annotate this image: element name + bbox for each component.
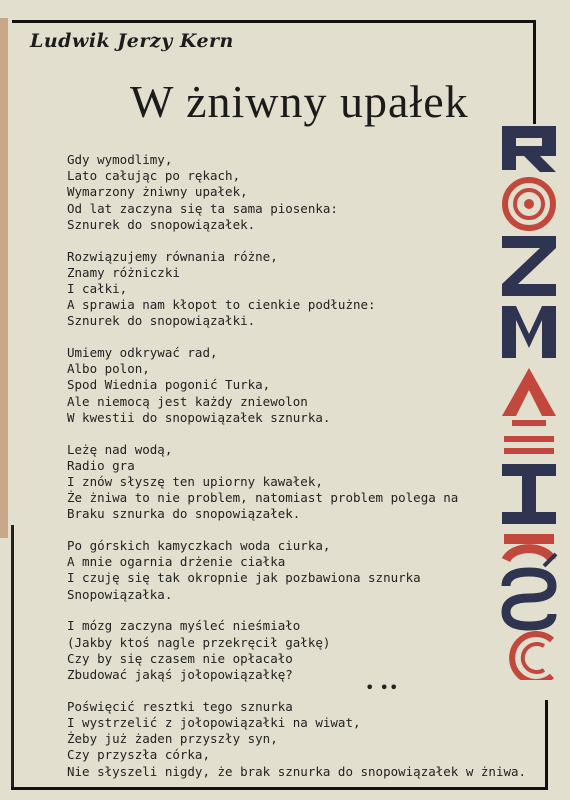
poem-line: I wystrzelić z jołopowiązałki na wiwat,: [67, 714, 361, 730]
poem-body: [67, 152, 537, 795]
letter-o-icon: [505, 180, 553, 228]
poem-line: I mózg zaczyna myśleć nieśmiało: [67, 618, 301, 634]
poem-line: Czy by się czasem nie opłacało: [67, 650, 293, 666]
poem-line: Sznurek do snopowiązałki.: [67, 313, 256, 329]
poem-stanza: [67, 618, 537, 683]
letter-t-icon: [502, 464, 556, 524]
poem-line: W kwestii do snopowiązałek sznurka.: [67, 409, 331, 425]
poem-line: A mnie ogarnia drżenie ciałka: [67, 554, 286, 570]
poem-stanza: [67, 249, 537, 330]
poem-line: Radio gra: [67, 457, 135, 473]
poem-title: W żniwny upałek: [130, 76, 469, 127]
frame-right-lower-rule: [545, 700, 548, 790]
poem-line: I czuję się tak okropnie jak pozbawiona sznurka: [67, 570, 421, 586]
poem-stanza: [67, 538, 537, 603]
poem-line: Żeby już żaden przyszły syn,: [67, 731, 278, 747]
poem-line: Że żniwa to nie problem, natomiast problem polega na: [67, 490, 459, 506]
poem-line: Lato całując po rękach,: [67, 168, 241, 184]
poem-stanza: [67, 345, 537, 426]
letter-s-icon: [506, 554, 556, 626]
poem-line: Nie słyszeli nigdy, że brak sznurka do snopowiązałek w żniwa.: [67, 763, 527, 779]
ink-speckle-icon: • ••: [365, 678, 399, 697]
poem-line: Ale niemocą jest każdy zniewolon: [67, 393, 308, 409]
poem-line: Braku sznurka do snopowiązałek.: [67, 506, 301, 522]
poem-line: A sprawia nam kłopot to cienkie podłużne:: [67, 297, 376, 313]
poem-line: Poświęcić resztki tego sznurka: [67, 698, 293, 714]
poem-line: Snopowiązałka.: [67, 586, 173, 602]
poem-line: Od lat zaczyna się ta sama piosenka:: [67, 200, 338, 216]
poem-line: I całki,: [67, 280, 128, 296]
frame-right-rule: [533, 20, 536, 124]
section-label-rozmaitosci: [494, 120, 564, 680]
poem-stanza: [67, 152, 537, 233]
poem-line: Po górskich kamyczkach woda ciurka,: [67, 538, 331, 554]
letter-r-icon: [502, 126, 556, 172]
letter-m-icon: [502, 306, 556, 358]
left-margin-strip: [0, 18, 8, 538]
frame-top-rule: [12, 20, 534, 23]
poem-line: Znamy różniczki: [67, 264, 180, 280]
poem-line: Czy przyszła córka,: [67, 747, 210, 763]
letter-i-icon: [504, 436, 554, 454]
poem-line: I znów słyszę ten upiorny kawałek,: [67, 473, 323, 489]
poem-line: Umiemy odkrywać rad,: [67, 345, 218, 361]
letter-c-icon: [512, 634, 552, 680]
poem-line: Zbudować jakąś jołopowiązałkę?: [67, 666, 293, 682]
letter-o2-icon: [504, 534, 554, 560]
author-name: Ludwik Jerzy Kern: [30, 30, 234, 52]
frame-left-rule: [11, 525, 14, 787]
poem-line: Leżę nad wodą,: [67, 441, 173, 457]
poem-line: Wymarzony żniwny upałek,: [67, 184, 248, 200]
poem-stanza: [67, 442, 537, 523]
poem-stanza: [67, 699, 537, 780]
letter-a-icon: [502, 368, 556, 426]
poem-line: Rozwiązujemy równania różne,: [67, 248, 278, 264]
poem-line: Albo polon,: [67, 361, 150, 377]
poem-line: Sznurek do snopowiązałek.: [67, 216, 256, 232]
letter-z-icon: [502, 236, 556, 296]
poem-line: Spod Wiednia pogonić Turka,: [67, 377, 271, 393]
poem-line: (Jakby ktoś nagle przekręcił gałkę): [67, 634, 331, 650]
poem-line: Gdy wymodlimy,: [67, 152, 173, 167]
